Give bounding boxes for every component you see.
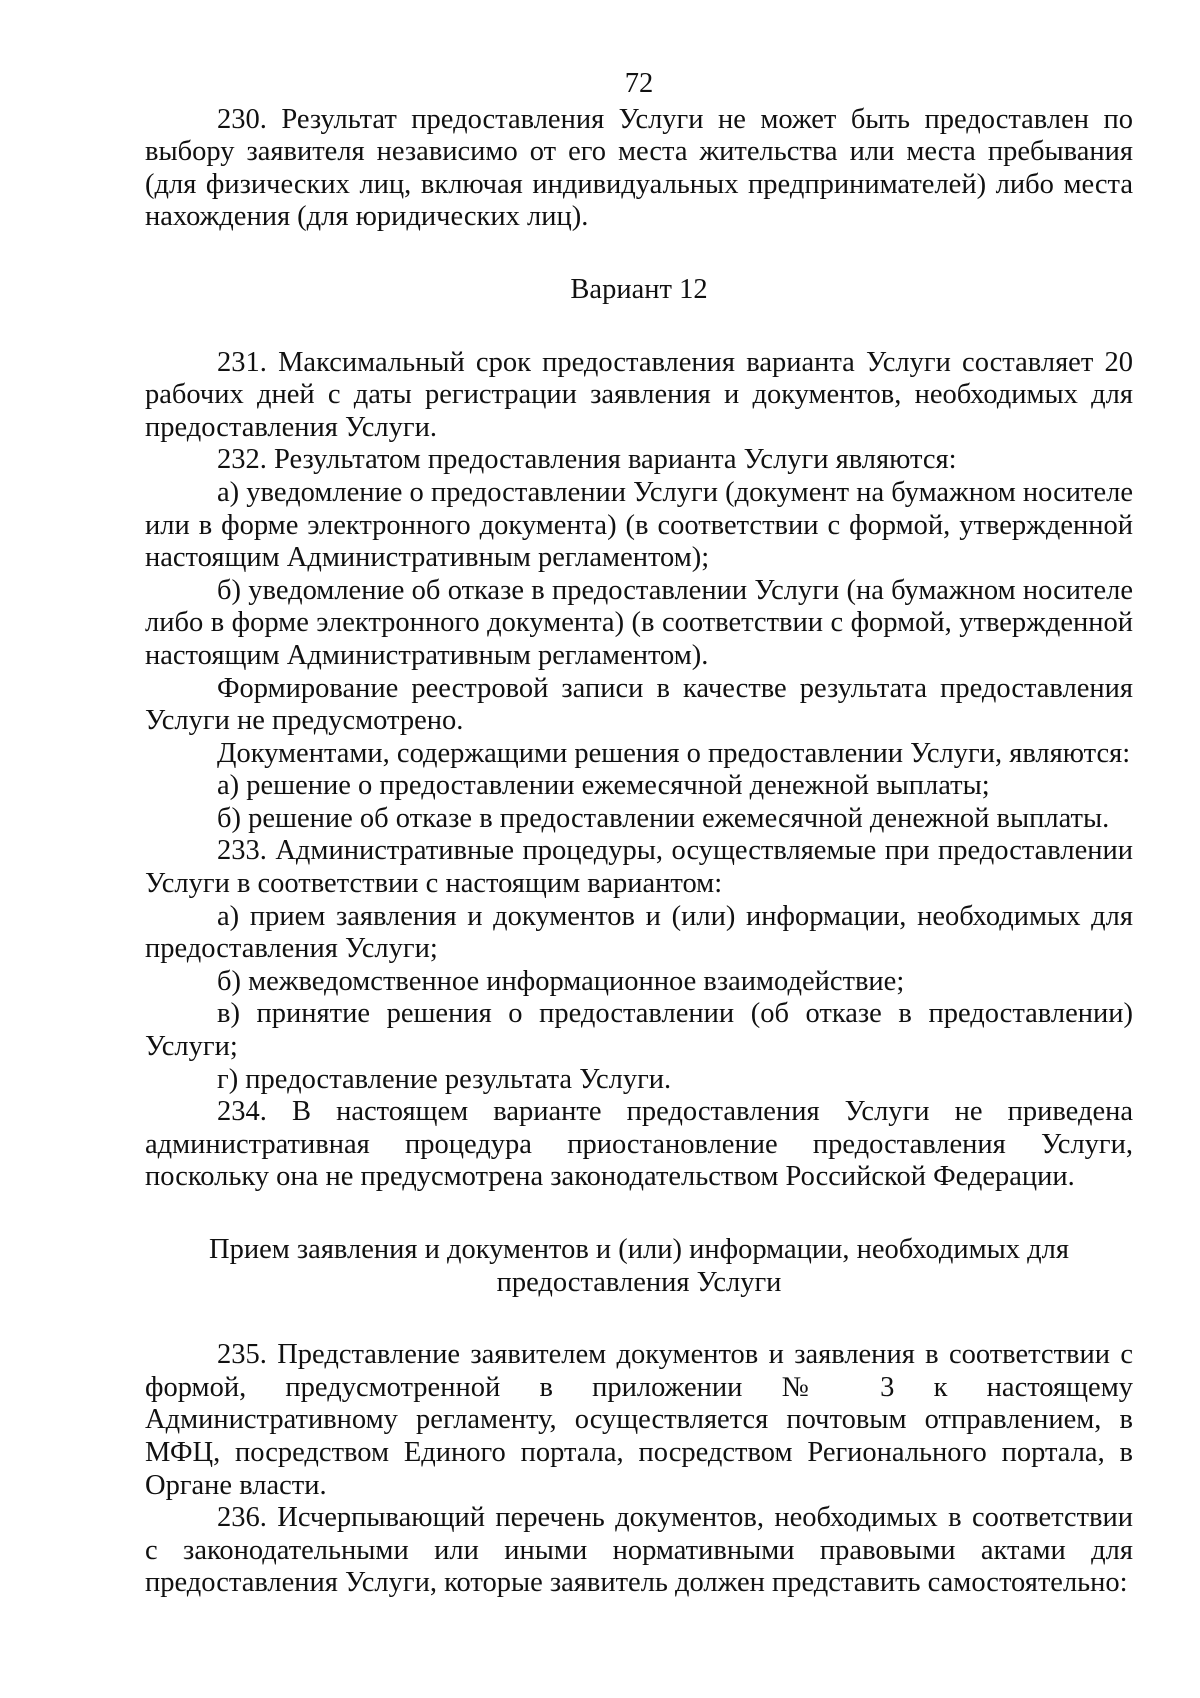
paragraph-232-b: б) уведомление об отказе в предоставлении Услуги (на бумажном носителе либо в форме электронного документа) (в соответствии с формой, утвержденной настоящим Административным регламентом). xyxy=(145,574,1133,671)
section-heading-reception xyxy=(145,1234,1133,1299)
paragraph-233: 233. Административные процедуры, осуществляемые при предоставлении Услуги в соответствии с настоящим вариантом: xyxy=(145,835,1133,900)
paragraph-233-v: в) принятие решения о предоставлении (об отказе в предоставлении) Услуги; xyxy=(145,998,1133,1063)
paragraph-decision-documents-b: б) решение об отказе в предоставлении ежемесячной денежной выплаты. xyxy=(217,802,1110,834)
paragraph-231: 231. Максимальный срок предоставления варианта Услуги составляет 20 рабочих дней с даты регистрации заявления и документов, необходимых для предоставления Услуги. xyxy=(145,346,1133,443)
paragraph-decision-documents-a: а) решение о предоставлении ежемесячной денежной выплаты; xyxy=(217,770,990,802)
page-number: 72 xyxy=(624,68,654,99)
section-heading-variant: Вариант 12 xyxy=(570,273,708,305)
document-page xyxy=(145,68,1133,1600)
paragraph-236: 236. Исчерпывающий перечень документов, необходимых в соответствии с законодательными или иными нормативными правовыми актами для предоставления Услуги, которые заявитель должен представить самостоятельно: xyxy=(145,1502,1133,1599)
paragraph-230: 230. Результат предоставления Услуги не может быть предоставлен по выбору заявителя независимо от его места жительства или места пребывания (для физических лиц, включая индивидуальных предпринимателей) либо места нахождения (для юридических лиц). xyxy=(145,103,1133,233)
paragraph-232-a: а) уведомление о предоставлении Услуги (документ на бумажном носителе или в форме электронного документа) (в соответствии с формой, утвержденной настоящим Административным регламентом); xyxy=(145,476,1133,574)
paragraph-233-g: г) предоставление результата Услуги. xyxy=(217,1063,672,1095)
paragraph-233-b: б) межведомственное информационное взаимодействие; xyxy=(217,965,905,997)
paragraph-registry: Формирование реестровой записи в качестве результата предоставления Услуги не предусмотрено. xyxy=(145,672,1133,737)
paragraph-232: 232. Результатом предоставления варианта Услуги являются: xyxy=(217,444,957,476)
paragraph-233-a: а) прием заявления и документов и (или) информации, необходимых для предоставления Услуги; xyxy=(145,900,1133,965)
section-heading-reception-line-1: Прием заявления и документов и (или) информации, необходимых для xyxy=(209,1234,1069,1265)
section-heading-reception-line-2: предоставления Услуги xyxy=(496,1266,782,1298)
paragraph-235: 235. Представление заявителем документов и заявления в соответствии с формой, предусмотренной в приложении № 3 к настоящему Административному регламенту, осуществляется почтовым отправлением, в МФЦ, посредством Единого портала, посредством Регионального портала, в Органе власти. xyxy=(145,1339,1133,1501)
paragraph-234: 234. В настоящем варианте предоставления Услуги не приведена административная процедура приостановление предоставления Услуги, поскольку она не предусмотрена законодательством Российской Федерации. xyxy=(145,1096,1133,1193)
paragraph-decision-documents: Документами, содержащими решения о предоставлении Услуги, являются: xyxy=(217,737,1131,769)
